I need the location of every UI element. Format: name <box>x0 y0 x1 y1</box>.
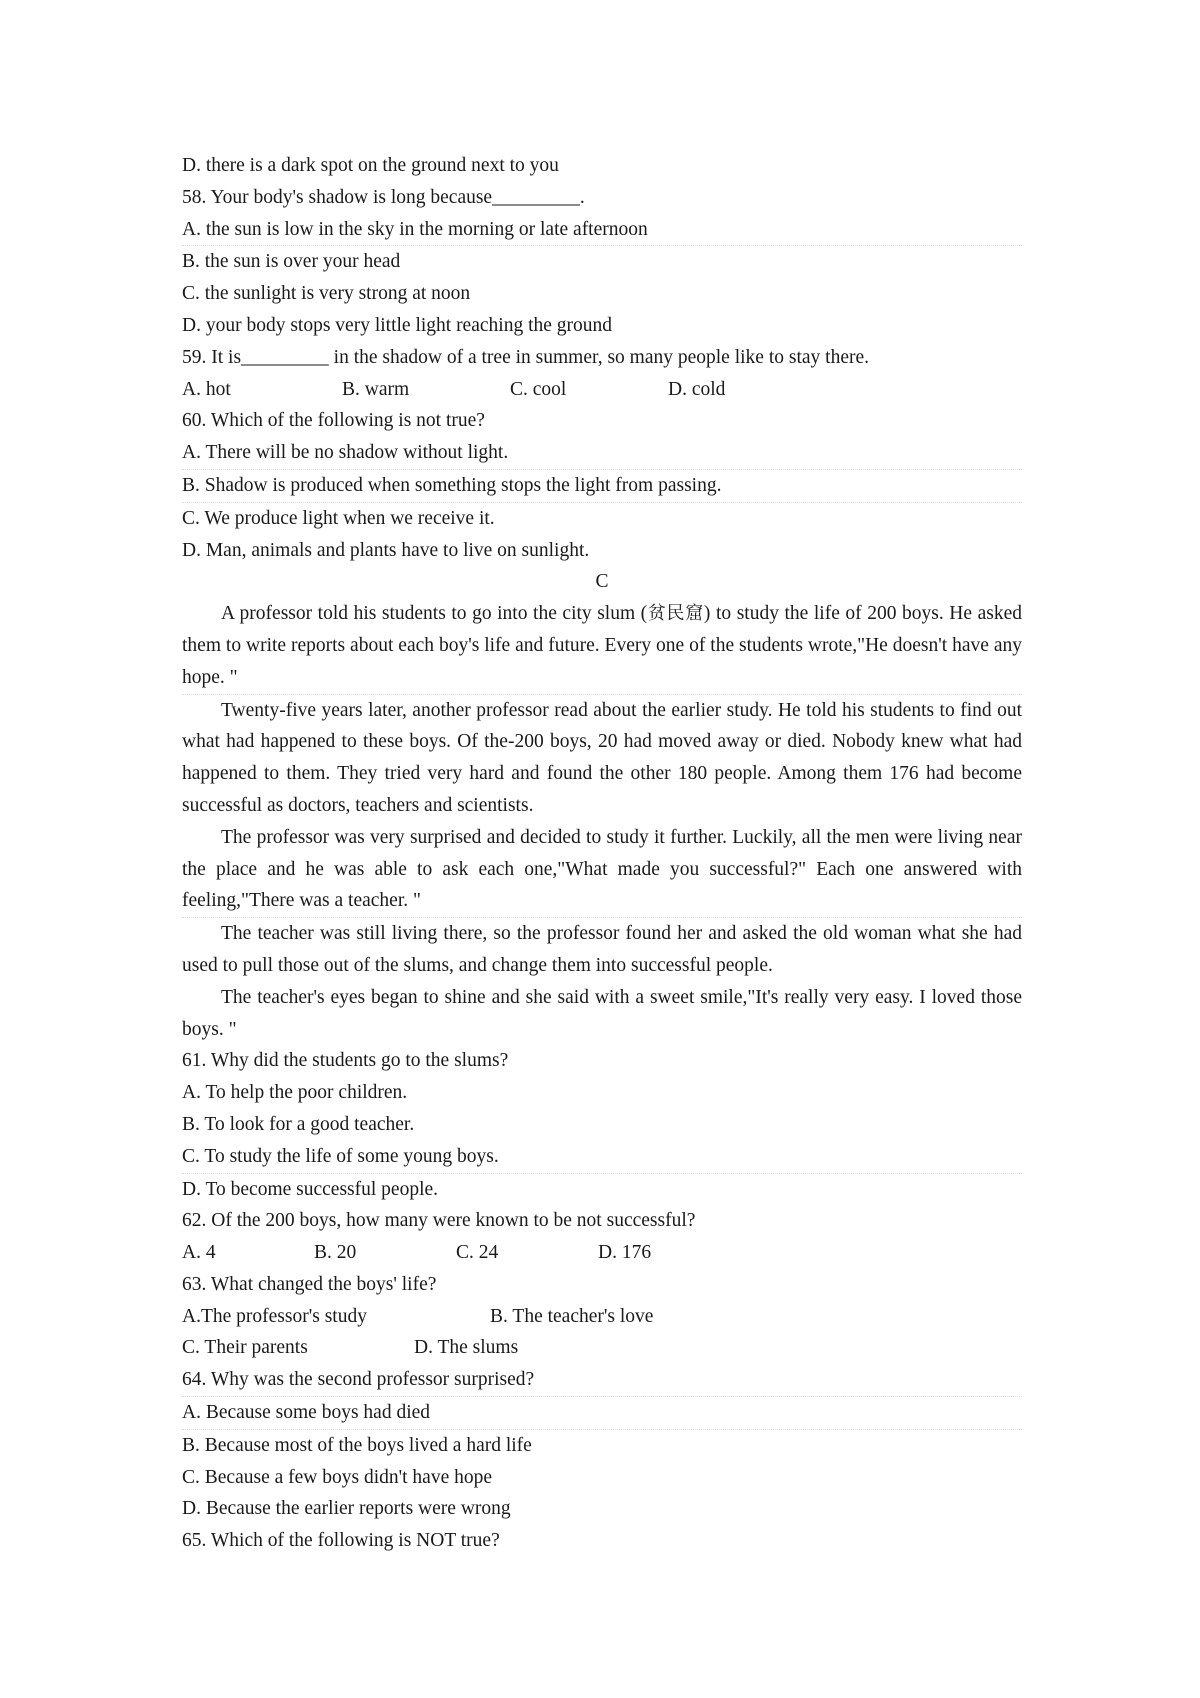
q64-option-b: B. Because most of the boys lived a hard life <box>182 1434 532 1456</box>
q60-option-b: B. Shadow is produced when something stops the light from passing. <box>182 470 1022 503</box>
q63-option-c: C. Their parents <box>182 1337 308 1359</box>
q64-option-a: A. Because some boys had died <box>182 1397 1022 1430</box>
passage-paragraph-1 <box>182 598 1022 694</box>
q61-option-d: D. To become successful people. <box>182 1178 439 1200</box>
q60-option-a: A. There will be no shadow without light. <box>182 437 1022 470</box>
q60-option-d: D. Man, animals and plants have to live on sunlight. <box>182 539 590 561</box>
q62-options <box>182 1237 1022 1269</box>
q63-options-row-2 <box>182 1332 1022 1364</box>
passage-paragraph-3: The professor was very surprised and decided to study it further. Luckily, all the men were living near the place and he was able to ask each one,"What made you successful?" Each one answered with feeling,"There was a teacher. " <box>182 822 1022 918</box>
q62-option-d: D. 176 <box>598 1242 652 1264</box>
q63-stem: 63. What changed the boys' life? <box>182 1273 437 1295</box>
q62-option-a: A. 4 <box>182 1242 216 1264</box>
q64-stem: 64. Why was the second professor surprised? <box>182 1364 1022 1397</box>
q63-options-row-1 <box>182 1301 1022 1333</box>
q57-option-d: D. there is a dark spot on the ground next to you <box>182 155 559 176</box>
passage-p1-part-a: A professor told his students to go into the city slum ( <box>221 603 648 625</box>
q63-option-b: B. The teacher's love <box>490 1305 654 1327</box>
page-content <box>182 150 1022 1557</box>
q60-option-c: C. We produce light when we receive it. <box>182 507 495 529</box>
q58-stem: 58. Your body's shadow is long because_________. <box>182 186 585 208</box>
q58-option-d: D. your body stops very little light reaching the ground <box>182 314 613 336</box>
q58-option-b: B. the sun is over your head <box>182 251 401 273</box>
passage-paragraph-5: The teacher's eyes began to shine and she said with a sweet smile,"It's really very easy. I loved those boys. " <box>182 986 1022 1040</box>
q62-option-c: C. 24 <box>456 1242 499 1264</box>
q63-option-a: A.The professor's study <box>182 1305 367 1327</box>
q61-option-b: B. To look for a good teacher. <box>182 1113 415 1135</box>
passage-paragraph-4: The teacher was still living there, so the professor found her and asked the old woman what she had used to pull those out of the slums, and change them into successful people. <box>182 923 1022 976</box>
section-c-heading: C <box>595 571 609 593</box>
q61-option-a: A. To help the poor children. <box>182 1082 408 1104</box>
q58-option-c: C. the sunlight is very strong at noon <box>182 283 471 305</box>
passage-p1-part-b: ) to study the life of 200 boys. He asked them to write reports about each boy's life and future. Every one of the students wrote,"He doesn't have any hope. " <box>182 603 1022 688</box>
q62-stem: 62. Of the 200 boys, how many were known to be not successful? <box>182 1210 696 1232</box>
q59-stem: 59. It is_________ in the shadow of a tree in summer, so many people like to stay there. <box>182 346 869 368</box>
passage-paragraph-2: Twenty-five years later, another professor read about the earlier study. He told his students to find out what had happened to these boys. Of the-200 boys, 20 had moved away or died. Nobody knew what had happened to them. They tried very hard and found the other 180 people. Among them 176 had become successful as doctors, teachers and scientists. <box>182 699 1022 816</box>
q59-option-c: C. cool <box>510 378 567 400</box>
q65-stem: 65. Which of the following is NOT true? <box>182 1530 500 1552</box>
q60-stem: 60. Which of the following is not true? <box>182 410 485 432</box>
passage-p1-chinese-gloss: 贫民窟 <box>647 603 704 625</box>
q64-option-c: C. Because a few boys didn't have hope <box>182 1466 493 1488</box>
q62-option-b: B. 20 <box>314 1242 357 1264</box>
q61-stem: 61. Why did the students go to the slums? <box>182 1050 509 1072</box>
q59-option-a: A. hot <box>182 378 231 400</box>
q64-option-d: D. Because the earlier reports were wrong <box>182 1498 511 1520</box>
q61-option-c: C. To study the life of some young boys. <box>182 1141 1022 1174</box>
q59-option-d: D. cold <box>668 378 726 400</box>
q63-option-d: D. The slums <box>414 1337 519 1359</box>
q58-option-a: A. the sun is low in the sky in the morning or late afternoon <box>182 214 1022 247</box>
q59-options <box>182 374 1022 406</box>
q59-option-b: B. warm <box>342 378 410 400</box>
